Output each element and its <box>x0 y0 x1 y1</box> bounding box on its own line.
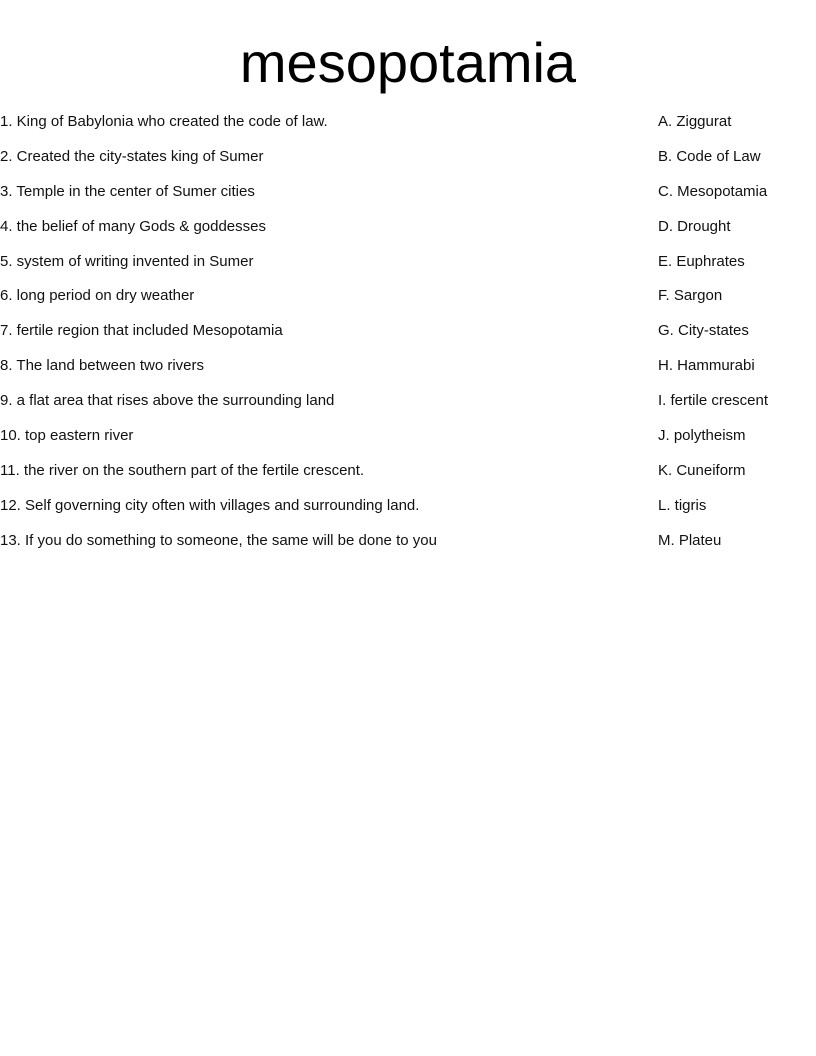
answer-list <box>658 112 816 566</box>
clue-item: 9. a flat area that rises above the surrounding land <box>0 392 335 410</box>
clue-item: 6. long period on dry weather <box>0 287 195 305</box>
clue-item: 3. Temple in the center of Sumer cities <box>0 182 255 200</box>
clue-item: 10. top eastern river <box>0 427 134 445</box>
clue-item: 2. Created the city-states king of Sumer <box>0 147 264 165</box>
clue-item: 13. If you do something to someone, the same will be done to you <box>0 531 437 549</box>
answer-item: E. Euphrates <box>658 252 745 270</box>
clue-item: 1. King of Babylonia who created the code of law. <box>0 113 328 130</box>
worksheet-title: mesopotamia <box>239 31 577 94</box>
clue-list <box>0 112 620 566</box>
answer-item: B. Code of Law <box>658 147 761 165</box>
clue-item: 8. The land between two rivers <box>0 357 205 375</box>
clue-item: 5. system of writing invented in Sumer <box>0 252 254 270</box>
answer-item: A. Ziggurat <box>658 113 732 130</box>
clue-item: 12. Self governing city often with villages and surrounding land. <box>0 496 420 514</box>
answer-item: J. polytheism <box>658 427 746 445</box>
answer-item: H. Hammurabi <box>658 357 755 375</box>
clue-item: 4. the belief of many Gods & goddesses <box>0 217 266 235</box>
answer-item: M. Plateu <box>658 531 722 549</box>
answer-item: G. City-states <box>658 322 749 340</box>
answer-item: D. Drought <box>658 217 731 235</box>
answer-item: I. fertile crescent <box>658 392 769 410</box>
answer-item: K. Cuneiform <box>658 461 746 479</box>
answer-item: F. Sargon <box>658 287 723 305</box>
answer-item: L. tigris <box>658 496 707 514</box>
clue-item: 7. fertile region that included Mesopotamia <box>0 322 283 340</box>
answer-item: C. Mesopotamia <box>658 182 768 200</box>
clue-item: 11. the river on the southern part of the fertile crescent. <box>0 461 365 479</box>
